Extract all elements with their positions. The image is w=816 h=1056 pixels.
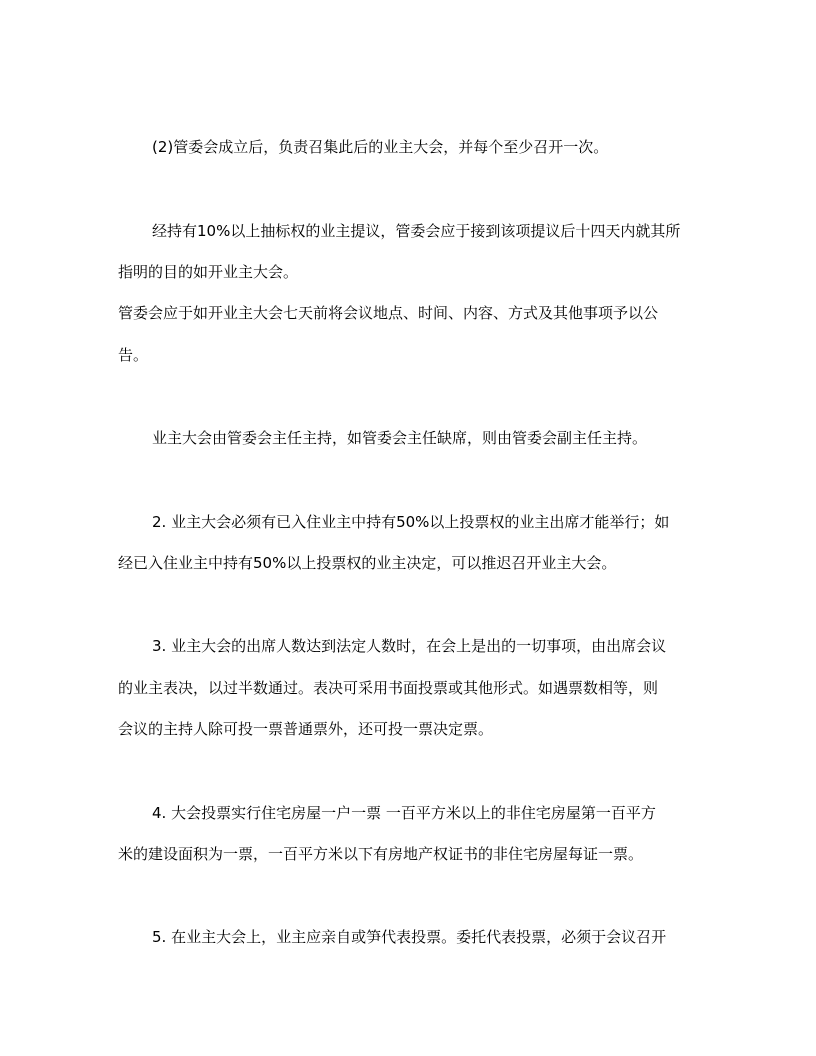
paragraph-line: 3. 业主大会的出席人数达到法定人数时，在会上是出的一切事项，由出席会议 bbox=[152, 637, 667, 655]
paragraph-line: 告。 bbox=[118, 346, 149, 364]
paragraph-line: 经持有10%以上抽标权的业主提议，管委会应于接到该项提议后十四天内就其所 bbox=[152, 222, 681, 240]
paragraph-line: 4. 大会投票实行住宅房屋一户一票 一百平方米以上的非住宅房屋第一百平方 bbox=[152, 804, 656, 822]
paragraph-line: 会议的主持人除可投一票普通票外，还可投一票决定票。 bbox=[118, 720, 494, 738]
paragraph-line: 米的建设面积为一票，一百平方米以下有房地产权证书的非住宅房屋每证一票。 bbox=[118, 845, 644, 863]
paragraph-line: 经已入住业主中持有50%以上投票权的业主决定，可以推迟召开业主大会。 bbox=[118, 554, 617, 572]
paragraph-line: 5. 在业主大会上，业主应亲自或笋代表投票。委托代表投票，必须于会议召开 bbox=[152, 928, 667, 946]
paragraph-line: 的业主表决，以过半数通过。表决可采用书面投票或其他形式。如遇票数相等，则 bbox=[118, 679, 659, 697]
paragraph-line: 业主大会由管委会主任主持，如管委会主任缺席，则由管委会副主任主持。 bbox=[152, 429, 648, 447]
paragraph-line: 2. 业主大会必须有已入住业主中持有50%以上投票权的业主出席才能举行；如 bbox=[152, 513, 670, 531]
paragraph-line: (2)管委会成立后，负责召集此后的业主大会，并每个至少召开一次。 bbox=[152, 138, 609, 156]
paragraph-line: 指明的目的如开业主大会。 bbox=[118, 263, 299, 281]
paragraph-line: 管委会应于如开业主大会七天前将会议地点、时间、内容、方式及其他事项予以公 bbox=[118, 304, 659, 322]
